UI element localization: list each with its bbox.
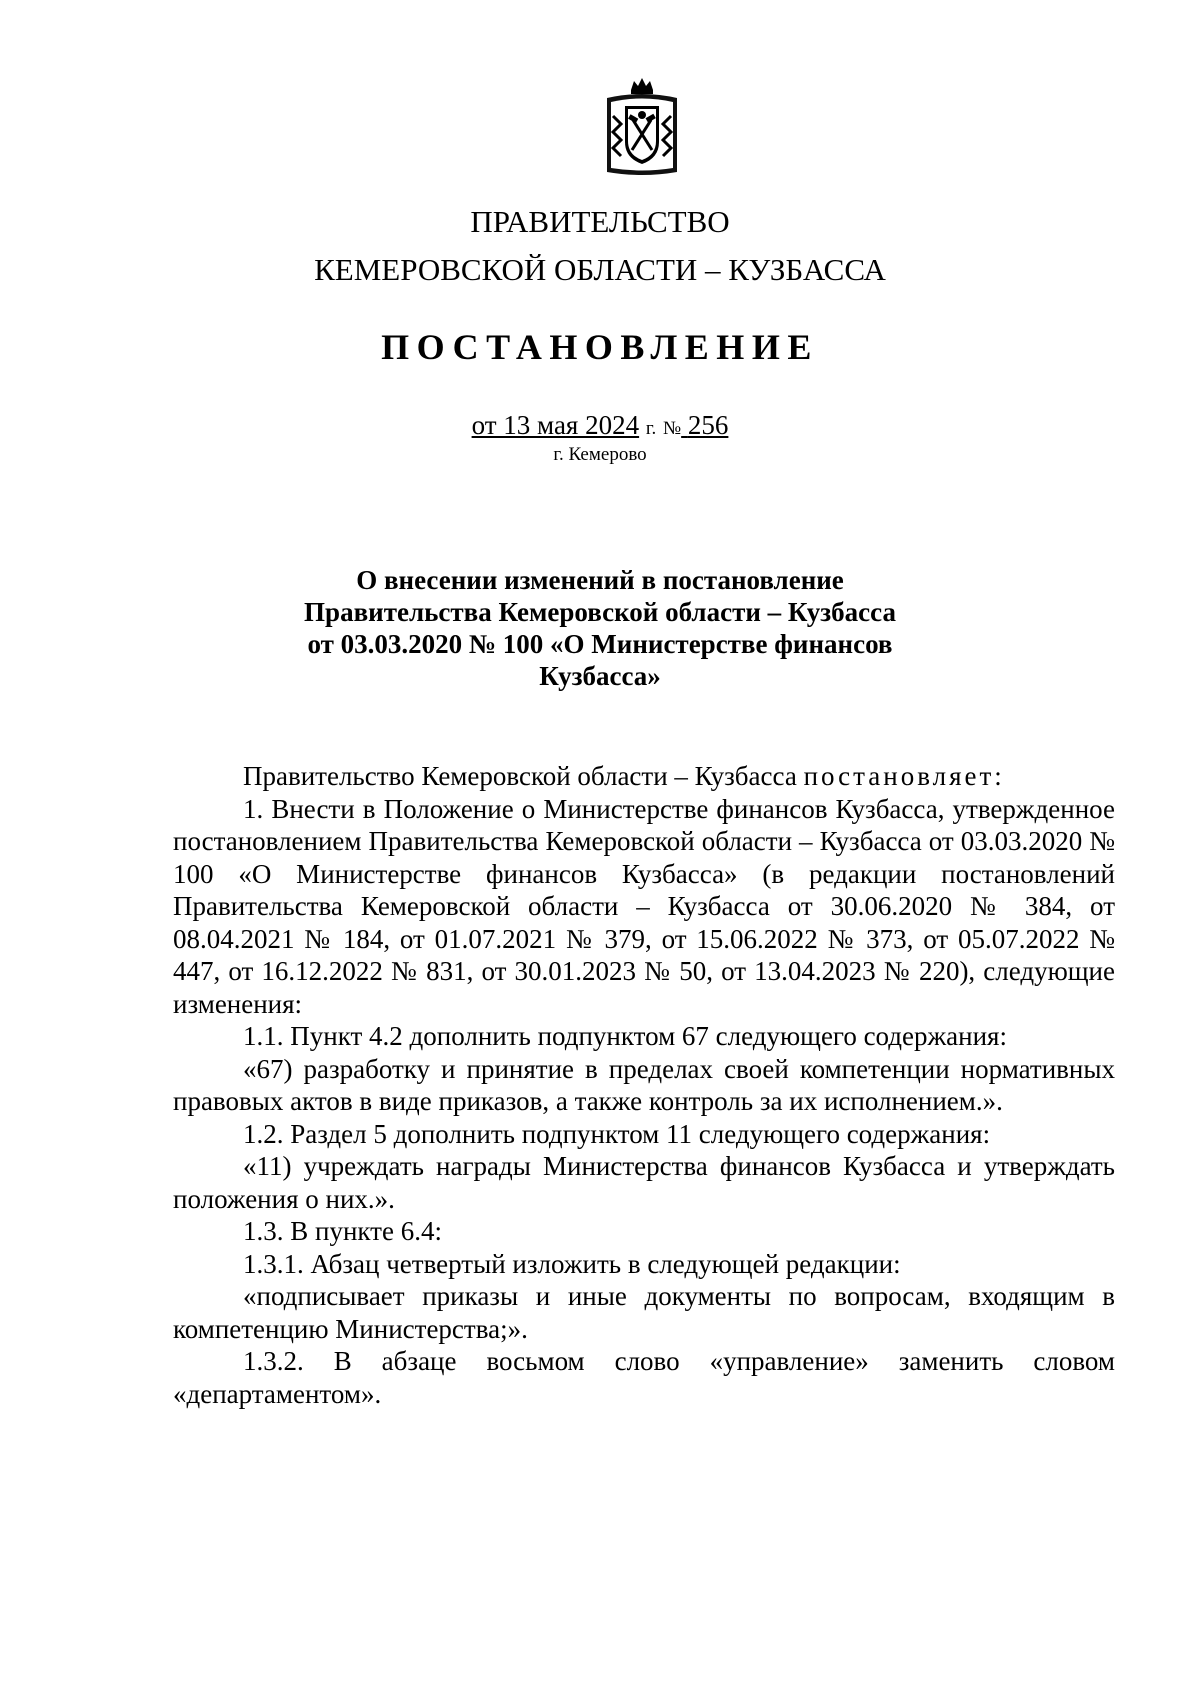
document-body [173, 760, 1115, 1410]
document-title [0, 564, 1200, 692]
document-type-heading: ПОСТАНОВЛЕНИЕ [381, 327, 819, 367]
title-line: Правительства Кемеровской области – Кузбасса [304, 597, 896, 627]
paragraph-1-3-2: 1.3.2. В абзаце восьмом слово «управление» заменить словом «департаментом». [173, 1346, 1115, 1409]
intro-verb: постановляет: [803, 761, 1005, 791]
coat-of-arms-icon [601, 76, 683, 180]
year-suffix: г. [645, 418, 657, 439]
number-sign: № [663, 418, 682, 439]
paragraph-1-1-quote: «67) разработку и принятие в пределах своей компетенции нормативных правовых актов в виде приказов, а также контроль за их исполнением.». [173, 1053, 1115, 1116]
title-line: Кузбасса» [539, 661, 661, 691]
title-line: О внесении изменений в постановление [356, 565, 844, 595]
government-name-line2: КЕМЕРОВСКОЙ ОБЛАСТИ – КУЗБАССА [314, 252, 886, 287]
paragraph-1-3: 1.3. В пункте 6.4: [243, 1216, 442, 1246]
paragraph-1-2: 1.2. Раздел 5 дополнить подпунктом 11 следующего содержания: [243, 1118, 991, 1149]
paragraph-1: 1. Внести в Положение о Министерстве финансов Кузбасса, утвержденное постановлением Правительства Кемеровской области – Кузбасса от 03.03.2020 № 100 «О Министерстве финансов Кузбасса» (в редакции постановлений Правительства Кемеровской области – Кузбасса от 30.06.2020 № 384, от 08.04.2021 № 184, от 01.07.2021 № 379, от 15.06.2022 № 373, от 05.07.2022 № 447, от 16.12.2022 № 831, от 30.01.2023 № 50, от 13.04.2023 № 220), следующие изменения: [173, 793, 1115, 1019]
decree-date: от 13 мая 2024 [471, 410, 640, 440]
title-line: от 03.03.2020 № 100 «О Министерстве финансов [307, 629, 893, 659]
decree-number: 256 [687, 410, 729, 440]
paragraph-1-1: 1.1. Пункт 4.2 дополнить подпунктом 67 следующего содержания: [243, 1021, 1007, 1051]
paragraph-1-2-quote: «11) учреждать награды Министерства финансов Кузбасса и утверждать положения о них.». [173, 1151, 1115, 1214]
date-number-line [0, 410, 1200, 441]
paragraph-1-3-1: 1.3.1. Абзац четвертый изложить в следующей редакции: [243, 1248, 901, 1279]
intro-paragraph: Правительство Кемеровской области – Кузбасса постановляет: [243, 761, 1005, 791]
city-line: г. Кемерово [553, 444, 647, 465]
government-name-line1: ПРАВИТЕЛЬСТВО [470, 204, 730, 239]
paragraph-1-3-1-quote: «подписывает приказы и иные документы по вопросам, входящим в компетенцию Министерства;». [173, 1281, 1115, 1344]
